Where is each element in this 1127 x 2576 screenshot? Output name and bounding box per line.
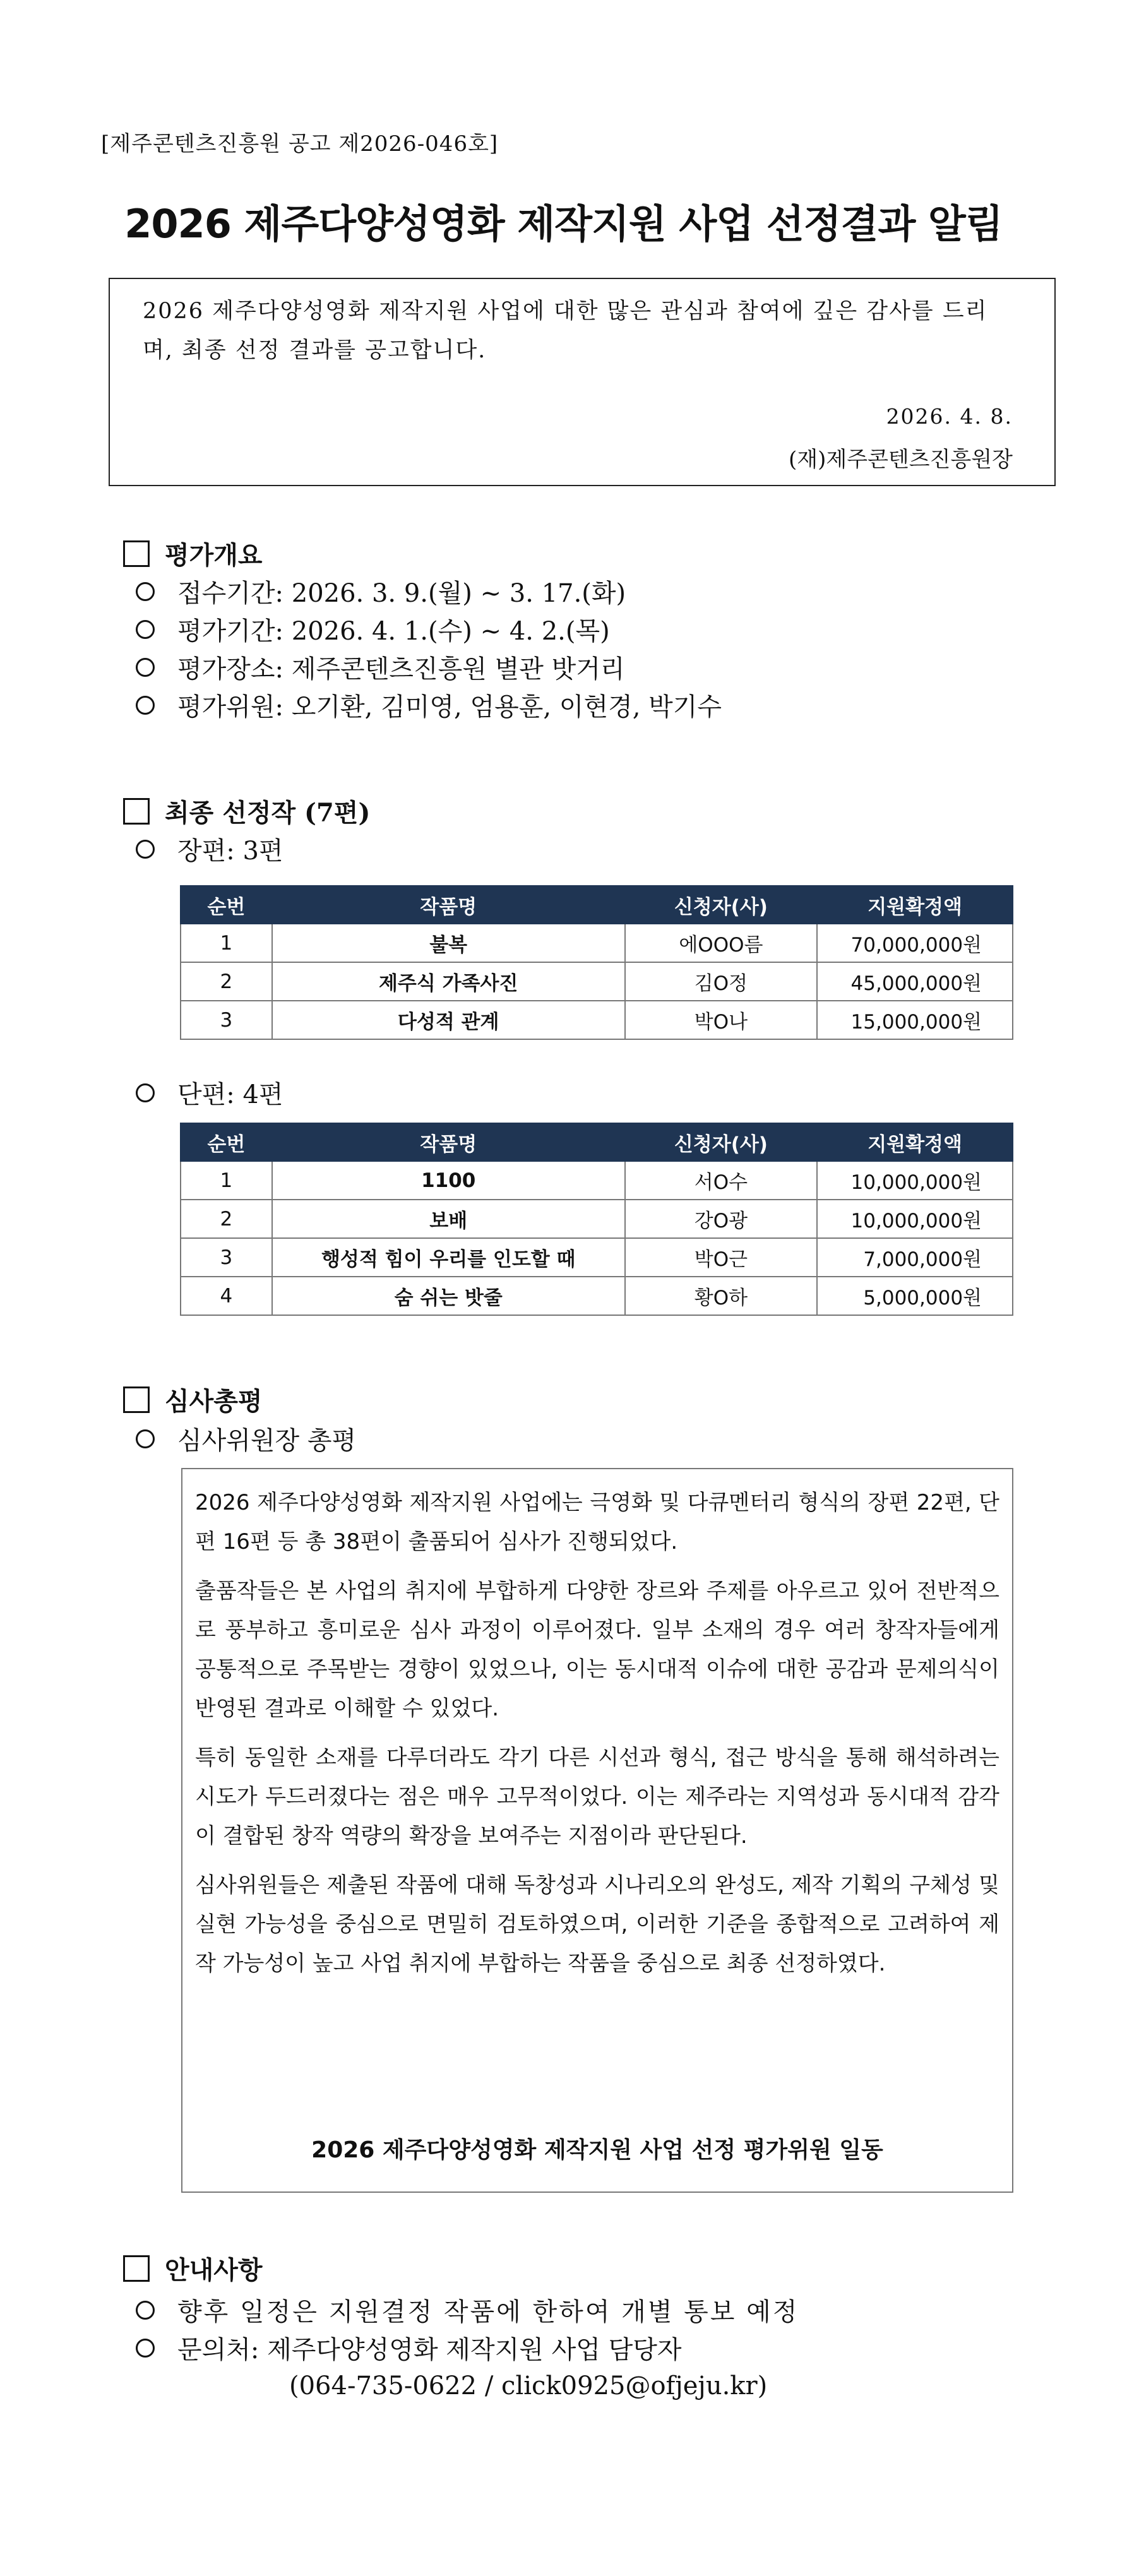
cell-applicant: 김O정 (625, 962, 818, 1001)
review-signature: 2026 제주다양성영화 제작지원 사업 선정 평가위원 일동 (311, 2137, 883, 2163)
cell-amount: 15,000,000원 (817, 1001, 1013, 1039)
bullet-text: 접수기간: 2026. 3. 9.(월) ~ 3. 17.(화) (177, 579, 626, 608)
page-title: 2026 제주다양성영화 제작지원 사업 선정결과 알림 (124, 201, 1003, 247)
cell-applicant: 박O나 (625, 1001, 818, 1039)
cell-title: 1100 (272, 1161, 625, 1200)
circle-bullet-icon (136, 840, 155, 859)
col-header: 순번 (181, 1123, 272, 1161)
bullet-item (136, 573, 626, 609)
cell-no: 3 (181, 1238, 272, 1277)
intro-box (109, 278, 1056, 486)
bullet-text: 장편: 3편 (177, 837, 283, 866)
checkbox-icon (123, 2255, 150, 2282)
intro-org: (재)제주콘텐츠진흥원장 (789, 447, 1013, 472)
cell-no: 3 (181, 1001, 272, 1039)
bullet-item (136, 2292, 799, 2328)
col-header: 신청자(사) (625, 1123, 817, 1161)
cell-amount: 45,000,000원 (817, 962, 1013, 1001)
cell-amount: 7,000,000원 (817, 1238, 1013, 1277)
cell-title: 보배 (272, 1200, 625, 1238)
section-label: 평가개요 (165, 540, 263, 570)
table-row (181, 1001, 1013, 1039)
cell-no: 2 (181, 962, 272, 1001)
col-header: 작품명 (272, 886, 625, 924)
cell-title: 행성적 힘이 우리를 인도할 때 (272, 1238, 625, 1277)
bullet-text: 문의처: 제주다양성영화 제작지원 사업 담당자 (177, 2335, 682, 2364)
feature-table (180, 885, 1013, 1040)
table-header-row (181, 886, 1013, 924)
bullet-text: 향후 일정은 지원결정 작품에 한하여 개별 통보 예정 (177, 2298, 799, 2327)
circle-bullet-icon (136, 2301, 155, 2320)
table-row (181, 962, 1013, 1001)
col-header: 신청자(사) (625, 886, 818, 924)
bullet-item (136, 2330, 682, 2366)
bullet-item (136, 649, 625, 685)
section-label: 안내사항 (165, 2255, 263, 2285)
intro-date: 2026. 4. 8. (886, 404, 1013, 429)
notice-number: [제주콘텐츠진흥원 공고 제2026-046호] (101, 131, 499, 157)
col-header: 작품명 (272, 1123, 625, 1161)
review-paragraph: 심사위원들은 제출된 작품에 대해 독창성과 시나리오의 완성도, 제작 기획의 구체성 및 실현 가능성을 중심으로 면밀히 검토하였으며, 이러한 기준을 종합적으로 고려하여 제작 가능성이 높고 사업 취지에 부합하는 작품을 중심으로 최종 선정하였다. (195, 1873, 999, 1976)
cell-applicant: 에OOO름 (625, 924, 818, 962)
section-review-heading (123, 1381, 263, 1417)
bullet-item (136, 611, 610, 647)
cell-title: 다성적 관계 (272, 1001, 625, 1039)
cell-amount: 5,000,000원 (817, 1277, 1013, 1315)
table-row (181, 1161, 1013, 1200)
circle-bullet-icon (136, 658, 155, 677)
col-header: 지원확정액 (817, 886, 1013, 924)
circle-bullet-icon (136, 2339, 155, 2358)
cell-no: 2 (181, 1200, 272, 1238)
col-header: 지원확정액 (817, 1123, 1013, 1161)
review-box (181, 1468, 1013, 2193)
bullet-text: 평가장소: 제주콘텐츠진흥원 별관 밧거리 (177, 655, 625, 684)
cell-applicant: 박O근 (625, 1238, 817, 1277)
cell-no: 4 (181, 1277, 272, 1315)
section-label: 심사총평 (165, 1386, 263, 1416)
bullet-text: 평가위원: 오기환, 김미영, 엄용훈, 이현경, 박기수 (177, 693, 722, 722)
short-table (180, 1123, 1013, 1316)
review-paragraph: 출품작들은 본 사업의 취지에 부합하게 다양한 장르와 주제를 아우르고 있어 전반적으로 풍부하고 흥미로운 심사 과정이 이루어졌다. 일부 소재의 경우 여러 창작자들에게 공통적으로 주목받는 경향이 있었으나, 이는 동시대적 이슈에 대한 공감과 문제의식이 반영된 결과로 이해할 수 있었다. (195, 1578, 999, 1721)
bullet-text: 심사위원장 총평 (177, 1426, 357, 1455)
bullet-text: 단편: 4편 (177, 1080, 283, 1109)
section-guide-heading (123, 2250, 263, 2286)
bullet-item (136, 687, 722, 723)
section-label: 최종 선정작 (7편) (165, 798, 371, 828)
bullet-text: 평가기간: 2026. 4. 1.(수) ~ 4. 2.(목) (177, 617, 610, 646)
cell-applicant: 강O광 (625, 1200, 817, 1238)
cell-title: 불복 (272, 924, 625, 962)
contact-line: (064-735-0622 / click0925@ofjeju.kr) (289, 2371, 768, 2400)
table-row (181, 1277, 1013, 1315)
checkbox-icon (123, 1386, 150, 1413)
cell-amount: 10,000,000원 (817, 1200, 1013, 1238)
cell-title: 제주식 가족사진 (272, 962, 625, 1001)
section-evaluation-heading (123, 535, 263, 571)
circle-bullet-icon (136, 582, 155, 601)
review-sub (136, 1421, 356, 1457)
review-paragraph: 2026 제주다양성영화 제작지원 사업에는 극영화 및 다큐멘터리 형식의 장편 22편, 단편 16편 등 총 38편이 출품되어 심사가 진행되었다. (195, 1490, 999, 1554)
circle-bullet-icon (136, 1429, 155, 1448)
table-row (181, 924, 1013, 962)
cell-amount: 10,000,000원 (817, 1161, 1013, 1200)
section-selection-heading (123, 793, 370, 829)
feature-label (136, 831, 283, 867)
cell-amount: 70,000,000원 (817, 924, 1013, 962)
cell-no: 1 (181, 924, 272, 962)
table-row (181, 1238, 1013, 1277)
cell-no: 1 (181, 1161, 272, 1200)
circle-bullet-icon (136, 696, 155, 715)
cell-applicant: 서O수 (625, 1161, 817, 1200)
checkbox-icon (123, 540, 150, 567)
intro-text: 2026 제주다양성영화 제작지원 사업에 대한 많은 관심과 참여에 깊은 감사를 드리며, 최종 선정 결과를 공고합니다. (143, 299, 988, 363)
circle-bullet-icon (136, 620, 155, 639)
col-header: 순번 (181, 886, 272, 924)
cell-applicant: 황O하 (625, 1277, 817, 1315)
checkbox-icon (123, 798, 150, 825)
short-label (136, 1075, 283, 1111)
review-paragraph: 특히 동일한 소재를 다루더라도 각기 다른 시선과 형식, 접근 방식을 통해 해석하려는 시도가 두드러졌다는 점은 매우 고무적이었다. 이는 제주라는 지역성과 동시대적 감각이 결합된 창작 역량의 확장을 보여주는 지점이라 판단된다. (195, 1745, 999, 1849)
table-row (181, 1200, 1013, 1238)
table-header-row (181, 1123, 1013, 1161)
cell-title: 숨 쉬는 밧줄 (272, 1277, 625, 1315)
circle-bullet-icon (136, 1083, 155, 1102)
